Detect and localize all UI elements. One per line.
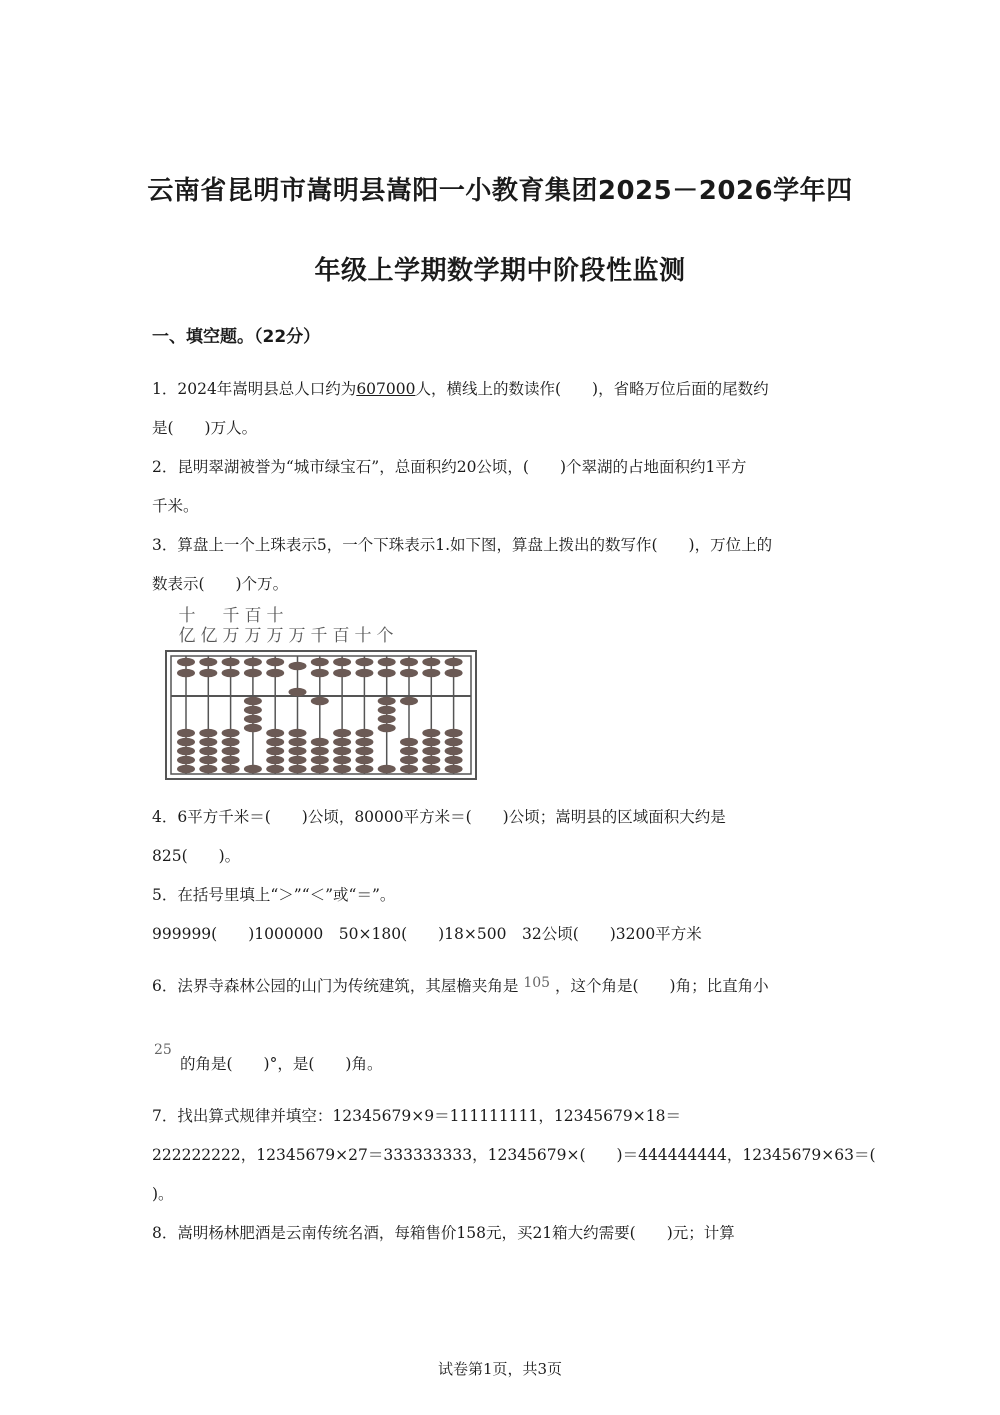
question-7-line2: 222222222，12345679×27＝333333333，12345679×( )＝444444444，12345679×63＝(	[152, 1146, 876, 1164]
question-7-line3: )。	[152, 1185, 174, 1203]
abacus-lower-bead	[222, 738, 240, 747]
abacus-upper-bead	[311, 669, 329, 678]
exam-title-line1: 云南省昆明市嵩明县嵩阳一小教育集团2025－2026学年四	[147, 176, 853, 206]
abacus-lower-bead	[244, 697, 262, 706]
abacus-lower-bead	[400, 747, 418, 756]
abacus-lower-bead	[422, 738, 440, 747]
abacus-lower-bead	[177, 747, 195, 756]
abacus-upper-bead	[222, 669, 240, 678]
abacus-label-top: 千	[222, 606, 240, 626]
abacus-upper-bead	[422, 669, 440, 678]
abacus-upper-bead	[355, 658, 373, 667]
q6-angle-value: 105	[523, 975, 551, 991]
question-6-line2: 的角是( )°，是( )角。	[180, 1055, 383, 1073]
abacus-figure	[165, 650, 479, 782]
abacus-lower-bead	[244, 765, 262, 774]
abacus-label-top: 十	[266, 606, 284, 626]
abacus-lower-bead	[400, 738, 418, 747]
abacus-lower-bead	[311, 747, 329, 756]
question-1-line1	[152, 370, 852, 409]
q6-angle2-value: 25	[154, 1042, 172, 1058]
abacus-lower-bead	[422, 747, 440, 756]
exam-title-line2: 年级上学期数学期中阶段性监测	[314, 256, 686, 286]
abacus-lower-bead	[378, 697, 396, 706]
abacus-upper-bead	[244, 669, 262, 678]
question-3-line1: 3．算盘上一个上珠表示5，一个下珠表示1.如下图，算盘上拨出的数写作( )，万位上的	[152, 536, 773, 554]
abacus-lower-bead	[289, 729, 307, 738]
abacus-lower-bead	[199, 765, 217, 774]
abacus-label-bottom: 亿	[200, 626, 218, 646]
abacus-lower-bead	[378, 715, 396, 724]
abacus-lower-bead	[333, 765, 351, 774]
abacus-lower-bead	[378, 765, 396, 774]
question-2-line2: 千米。	[152, 497, 199, 515]
abacus-label-bottom: 百	[332, 626, 350, 646]
question-5-line1: 5．在括号里填上“＞”“＜”或“＝”。	[152, 886, 396, 904]
section-heading-fill-blank: 一、填空题。（22分）	[152, 327, 321, 347]
q1-text-b: 人，横线上的数读作( )，省略万位后面的尾数约	[415, 380, 769, 398]
abacus-lower-bead	[445, 729, 463, 738]
abacus-lower-bead	[378, 706, 396, 715]
abacus-lower-bead	[266, 756, 284, 765]
question-8-line1: 8．嵩明杨林肥酒是云南传统名酒，每箱售价158元，买21箱大约需要( )元；计算	[152, 1224, 735, 1242]
abacus-lower-bead	[333, 729, 351, 738]
abacus-lower-bead	[177, 765, 195, 774]
abacus-lower-bead	[445, 756, 463, 765]
abacus-lower-bead	[289, 747, 307, 756]
abacus-upper-bead	[266, 669, 284, 678]
abacus-lower-bead	[289, 756, 307, 765]
abacus-lower-bead	[355, 747, 373, 756]
abacus-lower-bead	[199, 747, 217, 756]
abacus-label-bottom: 个	[376, 626, 394, 646]
abacus-upper-bead	[289, 688, 307, 697]
abacus-upper-bead	[445, 658, 463, 667]
abacus-lower-bead	[422, 756, 440, 765]
abacus-lower-bead	[222, 756, 240, 765]
abacus-upper-bead	[355, 669, 373, 678]
q6-text-b: ，这个角是( )角；比直角小	[554, 977, 769, 995]
abacus-upper-bead	[199, 658, 217, 667]
abacus-lower-bead	[355, 756, 373, 765]
question-4-line1: 4．6平方千米＝( )公顷，80000平方米＝( )公顷；嵩明县的区域面积大约是	[152, 808, 726, 826]
abacus-upper-bead	[378, 669, 396, 678]
abacus-upper-bead	[199, 669, 217, 678]
abacus-lower-bead	[177, 738, 195, 747]
abacus-lower-bead	[445, 765, 463, 774]
abacus-lower-bead	[177, 756, 195, 765]
abacus-lower-bead	[244, 706, 262, 715]
abacus-lower-bead	[400, 756, 418, 765]
abacus-lower-bead	[311, 756, 329, 765]
abacus-upper-bead	[333, 658, 351, 667]
abacus-lower-bead	[177, 729, 195, 738]
abacus-upper-bead	[422, 658, 440, 667]
abacus-lower-bead	[222, 729, 240, 738]
abacus-lower-bead	[289, 738, 307, 747]
abacus-lower-bead	[400, 765, 418, 774]
question-4-line2: 825( )。	[152, 847, 241, 865]
abacus-lower-bead	[445, 738, 463, 747]
abacus-lower-bead	[333, 738, 351, 747]
abacus-label-bottom: 万	[222, 626, 240, 646]
abacus-label-bottom: 万	[288, 626, 306, 646]
abacus-lower-bead	[289, 765, 307, 774]
question-7-line1: 7．找出算式规律并填空：12345679×9＝111111111，12345679×18＝	[152, 1107, 681, 1125]
abacus-lower-bead	[422, 729, 440, 738]
abacus-lower-bead	[355, 738, 373, 747]
question-5-line2: 999999( )1000000 50×180( )18×500 32公顷( )3200平方米	[152, 925, 702, 943]
abacus-label-bottom: 万	[244, 626, 262, 646]
abacus-lower-bead	[422, 765, 440, 774]
abacus-lower-bead	[244, 715, 262, 724]
abacus-upper-bead	[333, 669, 351, 678]
abacus-lower-bead	[266, 765, 284, 774]
question-2-line1: 2．昆明翠湖被誉为“城市绿宝石”，总面积约20公顷，( )个翠湖的占地面积约1平方	[152, 458, 747, 476]
abacus-lower-bead	[199, 756, 217, 765]
abacus-upper-bead	[244, 658, 262, 667]
abacus-upper-bead	[400, 658, 418, 667]
abacus-upper-bead	[445, 669, 463, 678]
abacus-lower-bead	[333, 747, 351, 756]
abacus-lower-bead	[222, 765, 240, 774]
abacus-lower-bead	[311, 738, 329, 747]
abacus-upper-bead	[378, 658, 396, 667]
abacus-label-bottom: 万	[266, 626, 284, 646]
abacus-lower-bead	[445, 747, 463, 756]
question-3-line2: 数表示( )个万。	[152, 575, 289, 593]
abacus-lower-bead	[266, 738, 284, 747]
q6-text-a: 6．法界寺森林公园的山门为传统建筑，其屋檐夹角是	[152, 977, 519, 995]
question-6-line1	[152, 967, 852, 1007]
abacus-label-top: 百	[244, 606, 262, 626]
page-footer: 试卷第1页，共3页	[437, 1360, 563, 1378]
abacus-label-bottom: 亿	[178, 626, 196, 646]
abacus-lower-bead	[199, 729, 217, 738]
abacus-upper-bead	[266, 658, 284, 667]
abacus-lower-bead	[222, 747, 240, 756]
abacus-upper-bead	[289, 662, 307, 671]
q1-text-a: 1．2024年嵩明县总人口约为	[152, 380, 357, 398]
abacus-lower-bead	[311, 765, 329, 774]
abacus-upper-bead	[177, 669, 195, 678]
abacus-lower-bead	[266, 747, 284, 756]
abacus-lower-bead	[311, 697, 329, 706]
q1-underlined-number: 607000	[356, 380, 416, 398]
abacus-upper-bead	[400, 669, 418, 678]
abacus-lower-bead	[199, 738, 217, 747]
abacus-upper-bead	[311, 658, 329, 667]
abacus-label-bottom: 十	[354, 626, 372, 646]
abacus-lower-bead	[400, 697, 418, 706]
abacus-upper-bead	[222, 658, 240, 667]
abacus-lower-bead	[355, 729, 373, 738]
abacus-label-bottom: 千	[310, 626, 328, 646]
abacus-lower-bead	[266, 729, 284, 738]
abacus-upper-bead	[177, 658, 195, 667]
abacus-lower-bead	[378, 724, 396, 733]
abacus-label-top: 十	[178, 606, 196, 626]
abacus-lower-bead	[333, 756, 351, 765]
abacus-lower-bead	[355, 765, 373, 774]
question-1-line2: 是( )万人。	[152, 419, 258, 437]
abacus-lower-bead	[244, 724, 262, 733]
